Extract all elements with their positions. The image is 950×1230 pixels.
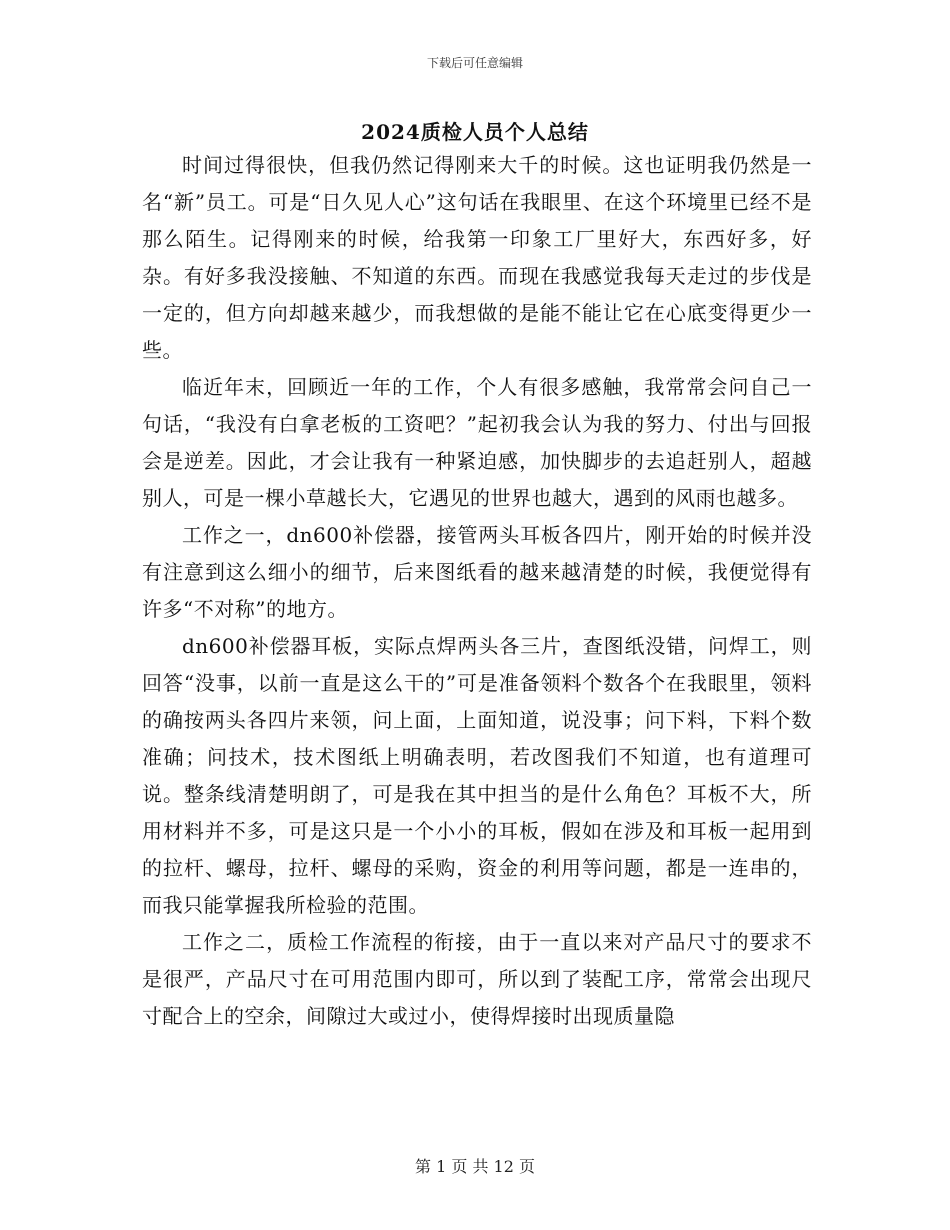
document-body xyxy=(142,147,812,1035)
document-title: 2024质检人员个人总结 xyxy=(361,120,589,144)
paragraph-3: 工作之一，dn600补偿器，接管两头耳板各四片，刚开始的时候并没有注意到这么细小的细节，后来图纸看的越来越清楚的时候，我便觉得有许多“不对称”的地方。 xyxy=(142,523,812,621)
paragraph-2: 临近年末，回顾近一年的工作，个人有很多感触，我常常会问自己一句话，“我没有白拿老板的工资吧？”起初我会认为我的努力、付出与回报会是逆差。因此，才会让我有一种紧迫感，加快脚步的去追赶别人，超越别人，可是一棵小草越长大，它遇见的世界也越大，遇到的风雨也越多。 xyxy=(142,375,812,510)
paragraph-5: 工作之二，质检工作流程的衔接，由于一直以来对产品尺寸的要求不是很严，产品尺寸在可用范围内即可，所以到了装配工序，常常会出现尺寸配合上的空余，间隙过大或过小，使得焊接时出现质量隐 xyxy=(142,930,812,1028)
page-number: 第 1 页 共 12 页 xyxy=(415,1157,535,1176)
header-note: 下载后可任意编辑 xyxy=(426,56,523,70)
paragraph-4: dn600补偿器耳板，实际点焊两头各三片，查图纸没错，问焊工，则回答“没事，以前一直是这么干的”可是准备领料个数各个在我眼里，领料的确按两头各四片来领，问上面，上面知道，说没事；问下料，下料个数准确；问技术，技术图纸上明确表明，若改图我们不知道，也有道理可说。整条线清楚明朗了，可是我在其中担当的是什么角色？耳板不大，所用材料并不多，可是这只是一个小小的耳板，假如在涉及和耳板一起用到的拉杆、螺母，拉杆、螺母的采购，资金的利用等问题，都是一连串的，而我只能掌握我所检验的范围。 xyxy=(142,634,812,917)
paragraph-1: 时间过得很快，但我仍然记得刚来大千的时候。这也证明我仍然是一名“新”员工。可是“日久见人心”这句话在我眼里、在这个环境里已经不是那么陌生。记得刚来的时候，给我第一印象工厂里好大，东西好多，好杂。有好多我没接触、不知道的东西。而现在我感觉我每天走过的步伐是一定的，但方向却越来越少，而我想做的是能不能让它在心底变得更少一些。 xyxy=(142,153,812,362)
